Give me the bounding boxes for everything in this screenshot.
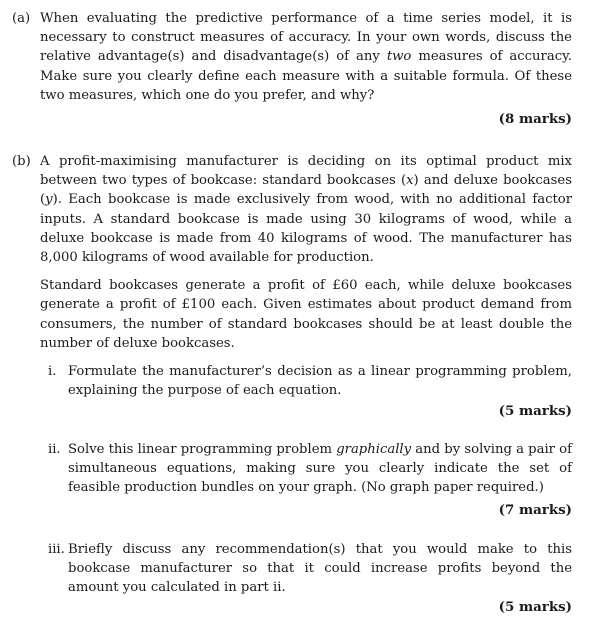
part-a-emphasis: two [386,49,412,65]
sub-i-text: Formulate the manufacturer’s decision as a linear programming problem, explaining the purpose of each equation. [68,364,572,399]
sub-iii-marks: (5 marks) [498,599,572,615]
variable-y: y [45,192,53,208]
part-a-marks: (8 marks) [498,111,572,127]
part-b-paragraph-2: Standard bookcases generate a profit of £60 each, while deluxe bookcases generate a profit of £100 each. Given estimates about product demand from consumers, the number of standard bookcases should be at least double the number of deluxe bookcases. [40,278,572,351]
sub-iii-label: iii. [48,542,65,557]
part-a-label: (a) [12,11,31,26]
sub-i-label: i. [48,364,57,379]
part-a-text: When evaluating the predictive performance of a time series model, it is necessary to construct measures of accuracy. In your own words, discuss the relative advantage(s) and disadvantage(s) of any two measures of accuracy. Make sure you clearly define each measure with a suitable formula. Of these two measures, which one do you prefer, and why? [40,11,572,103]
part-b-label: (b) [12,154,31,169]
sub-ii-label: ii. [48,442,61,457]
part-b-paragraph-1: A profit-maximising manufacturer is deciding on its optimal product mix between two types of bookcase: standard bookcases (x) and deluxe bookcases (y). Each bookcase is made exclusively from wood, with no additional factor inputs. A standard bookcase is made using 30 kilograms of wood, while a deluxe bookcase is made from 40 kilograms of wood. The manufacturer has 8,000 kilograms of wood available for production. [40,154,572,266]
question-part-a [12,9,572,105]
sub-i-marks: (5 marks) [498,403,572,419]
sub-ii-marks: (7 marks) [498,502,572,518]
sub-ii-text: Solve this linear programming problem graphically and by solving a pair of simultaneous equations, making sure you clearly indicate the set of feasible production bundles on your graph. (No graph paper required.) [68,442,572,496]
question-part-b-iii [38,540,572,598]
question-part-b [12,152,572,353]
question-part-b-i [38,362,572,400]
variable-x: x [406,173,414,189]
question-part-b-ii [38,440,572,498]
sub-iii-text: Briefly discuss any recommendation(s) that you would make to this bookcase manufacturer so that it could increase profits beyond the amount you calculated in part ii. [68,542,572,596]
sub-ii-emphasis: graphically [336,442,412,457]
